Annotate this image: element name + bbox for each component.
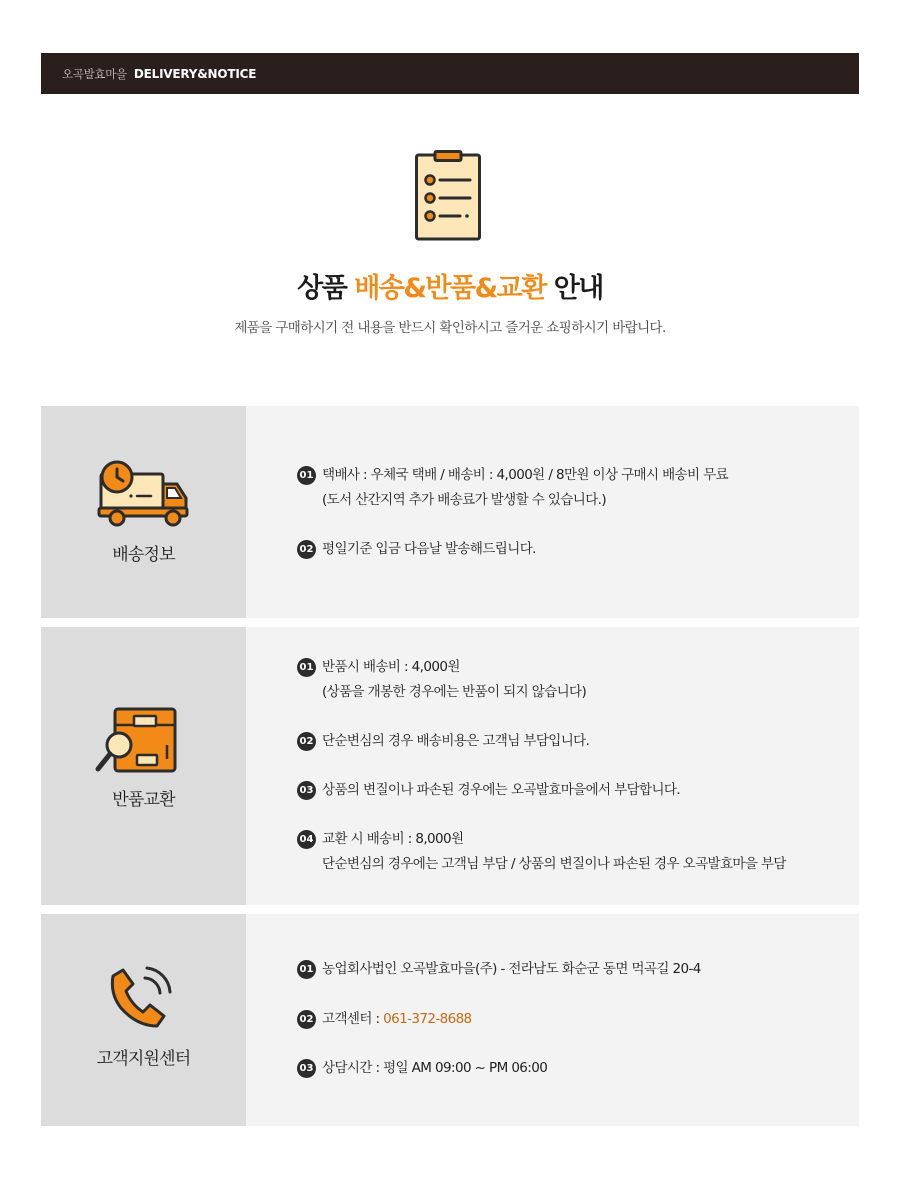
list-item [297, 827, 786, 877]
delivery-info-section [41, 406, 859, 618]
item-subtext: (도서 산간지역 추가 배송료가 발생할 수 있습니다.) [322, 492, 606, 508]
item-text: 상담시간 : 평일 AM 09:00 ~ PM 06:00 [322, 1060, 548, 1076]
item-text: 단순변심의 경우 배송비용은 고객님 부담입니다. [322, 733, 590, 749]
list-item [297, 1056, 547, 1081]
item-text: 반품시 배송비 : 4,000원 [322, 659, 460, 675]
section-label: 배송정보 [112, 545, 175, 565]
item-text: 교환 시 배송비 : 8,000원 [322, 831, 464, 847]
title-accent: 배송&반품&교환 [354, 273, 546, 304]
item-number-badge: 01 [297, 960, 316, 979]
header-bar [41, 53, 859, 94]
title-suffix: 안내 [545, 273, 603, 304]
item-text: 농업회사법인 오곡발효마을(주) - 전라남도 화순군 동면 먹곡길 20-4 [322, 961, 701, 977]
header-subtitle: DELIVERY&NOTICE [133, 66, 257, 81]
delivery-truck-clock-icon [97, 460, 189, 530]
item-text: 상품의 변질이나 파손된 경우에는 오곡발효마을에서 부담합니다. [322, 782, 681, 798]
section-sidebar [41, 914, 246, 1126]
list-item [297, 537, 536, 562]
item-number-badge: 01 [297, 658, 316, 677]
list-item [297, 729, 589, 754]
item-number-badge: 01 [297, 466, 316, 485]
section-label: 고객지원센터 [96, 1049, 191, 1069]
item-number-badge: 03 [297, 1059, 316, 1078]
list-item [297, 655, 586, 705]
page-title [0, 266, 900, 305]
brand-name: 오곡발효마을 [62, 66, 127, 81]
phone-number[interactable]: 061-372-8688 [383, 1011, 472, 1027]
item-text: 평일기준 입금 다음날 발송해드립니다. [322, 541, 536, 557]
section-sidebar [41, 406, 246, 618]
title-prefix: 상품 [297, 273, 355, 304]
section-label: 반품교환 [112, 790, 175, 810]
item-number-badge: 03 [297, 781, 316, 800]
item-number-badge: 02 [297, 732, 316, 751]
list-item [297, 1007, 472, 1032]
item-text: 택배사 : 우체국 택배 / 배송비 : 4,000원 / 8만원 이상 구매시 배송비 무료 [322, 467, 729, 483]
list-item [297, 957, 701, 982]
section-sidebar [41, 627, 246, 905]
list-item [297, 463, 728, 513]
customer-support-section [41, 914, 859, 1126]
item-subtext: 단순변심의 경우에는 고객님 부담 / 상품의 변질이나 파손된 경우 오곡발효마을 부담 [322, 856, 786, 872]
return-exchange-section [41, 627, 859, 905]
clipboard-checklist-icon [414, 150, 482, 242]
item-number-badge: 02 [297, 1010, 316, 1029]
item-number-badge: 04 [297, 830, 316, 849]
phone-handset-icon [107, 966, 179, 1030]
list-item [297, 778, 680, 803]
item-text: 고객센터 : [322, 1011, 384, 1027]
page-description: 제품을 구매하시기 전 내용을 반드시 확인하시고 즐거운 쇼핑하시기 바랍니다. [234, 320, 666, 336]
item-subtext: (상품을 개봉한 경우에는 반품이 되지 않습니다) [322, 684, 587, 700]
item-number-badge: 02 [297, 540, 316, 559]
box-magnifier-icon [93, 703, 183, 775]
